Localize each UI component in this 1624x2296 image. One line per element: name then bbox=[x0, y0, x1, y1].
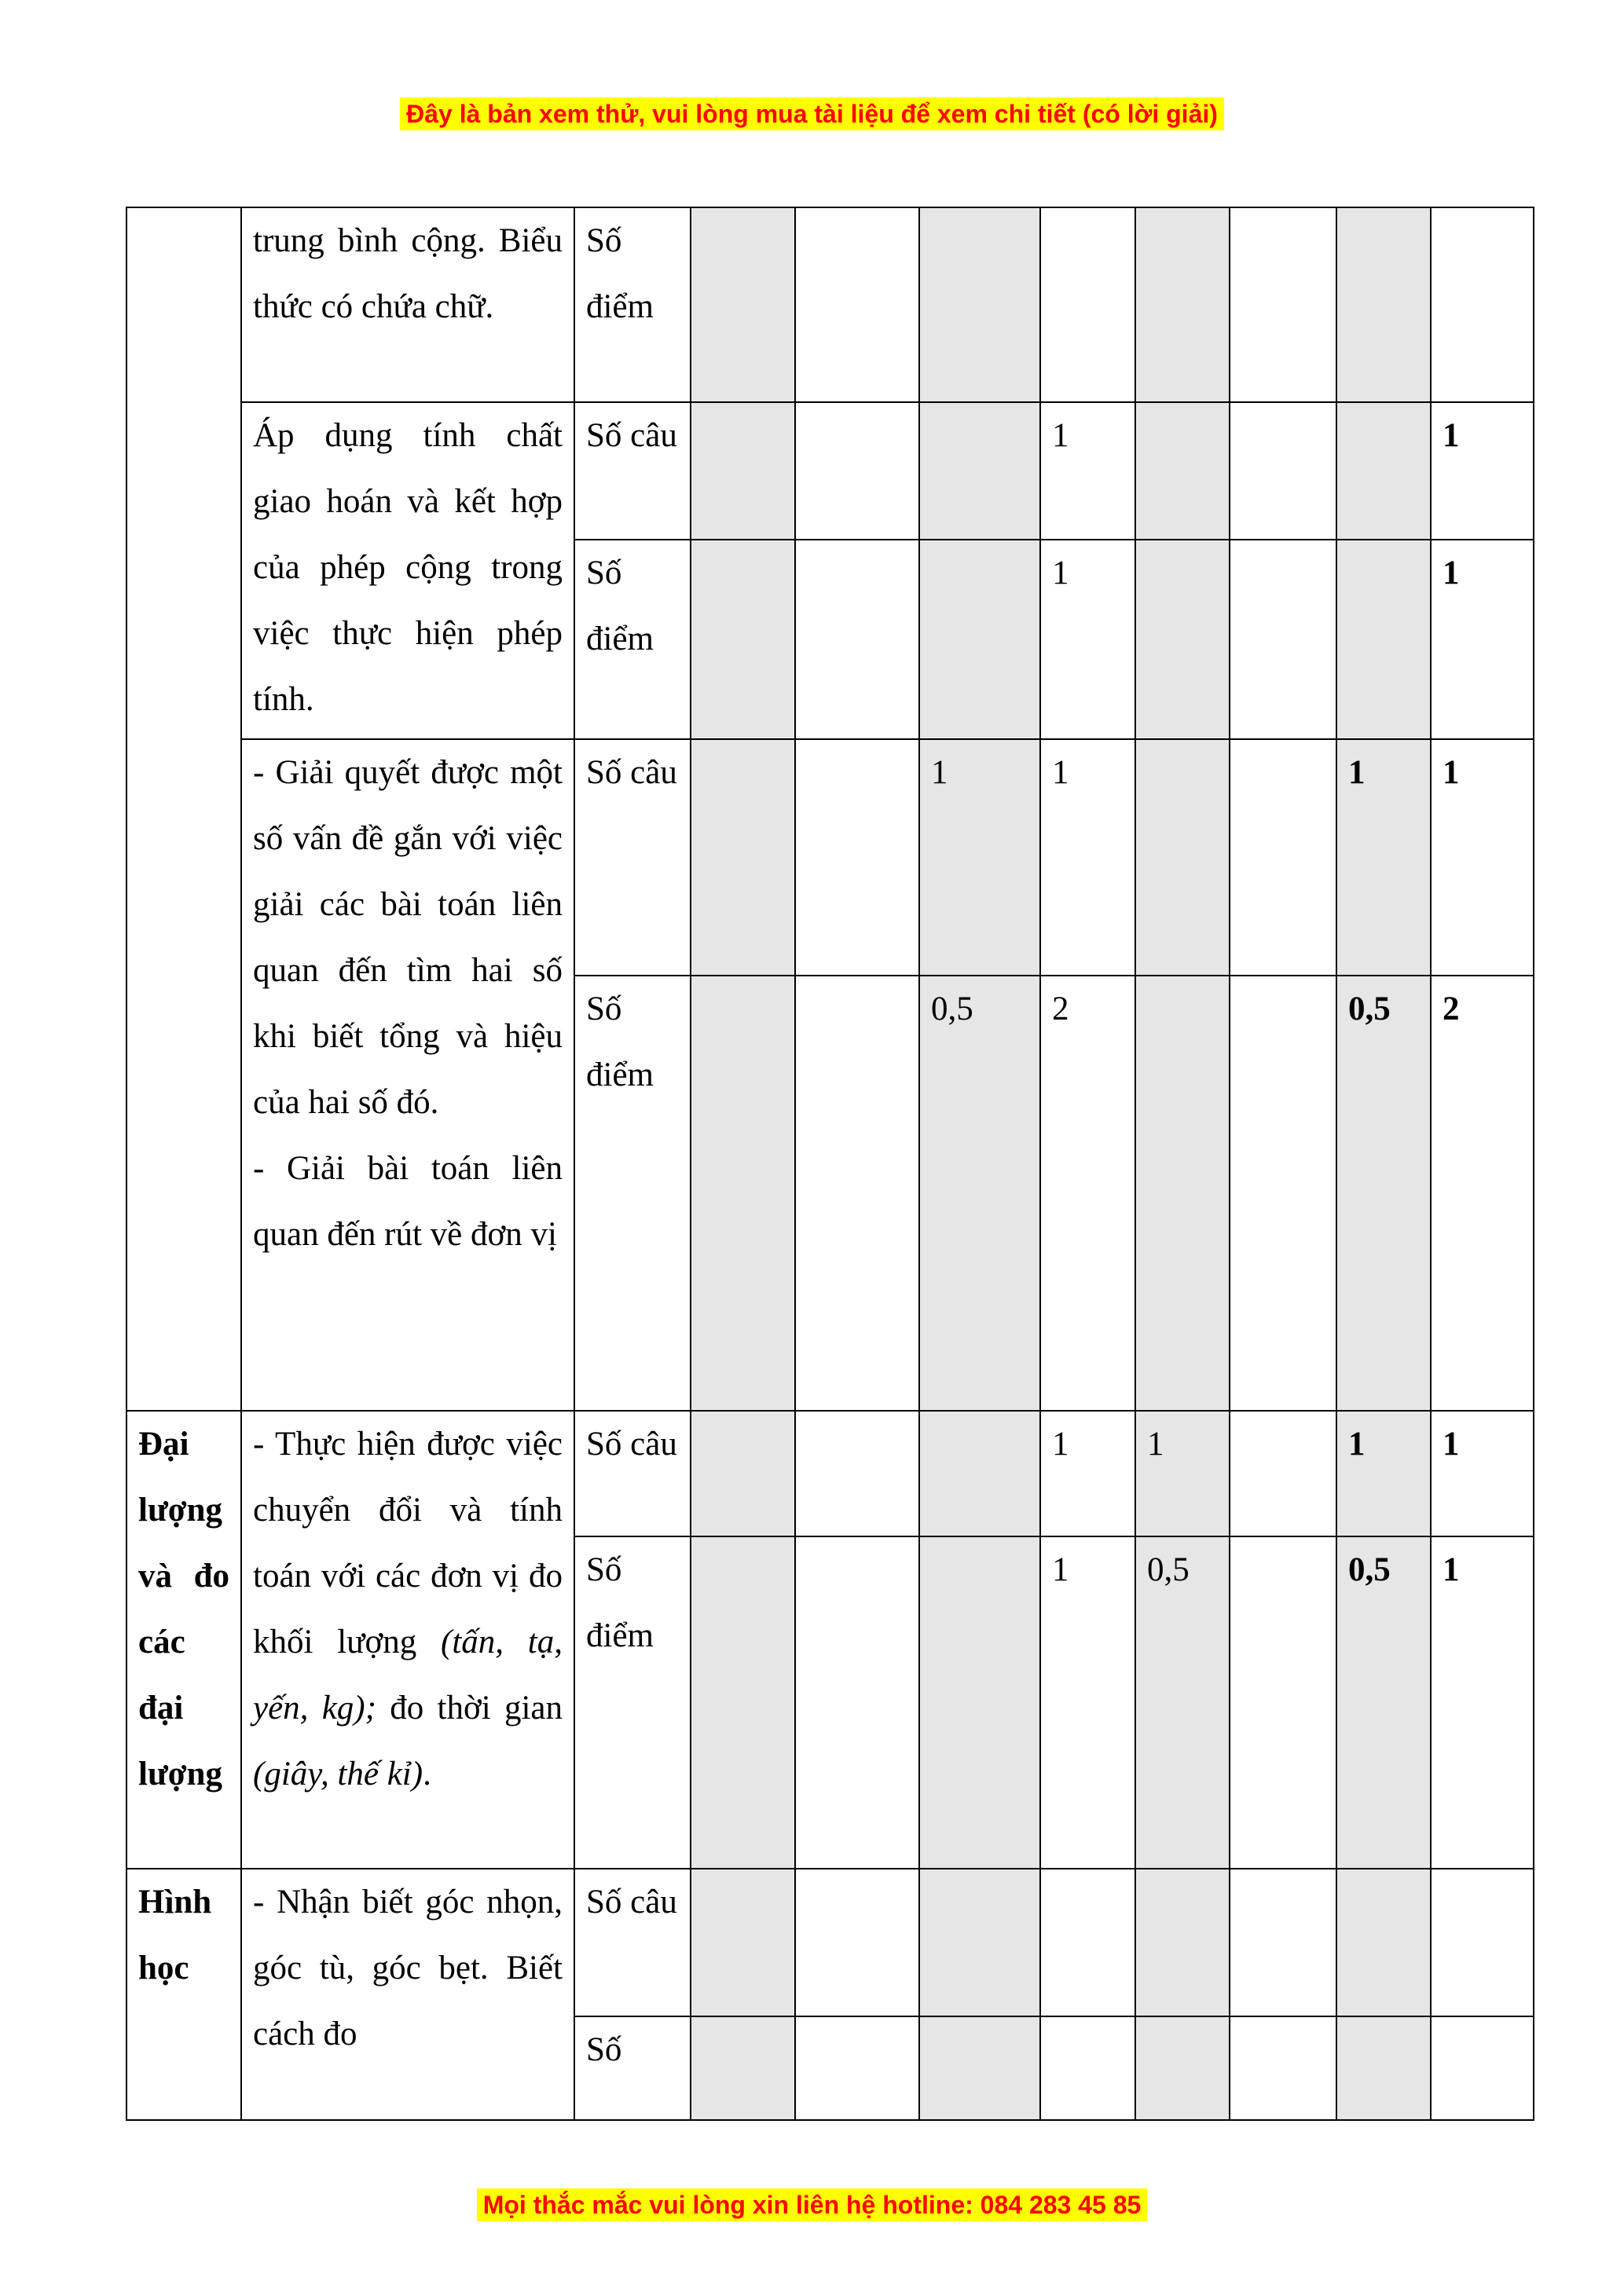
requirement-cell bbox=[241, 1869, 574, 2120]
score-cell bbox=[1336, 402, 1431, 540]
score-cell: 1 bbox=[1040, 739, 1135, 976]
score-cell bbox=[691, 2016, 795, 2120]
score-cell bbox=[1336, 1869, 1431, 2016]
requirement-text bbox=[253, 1412, 563, 1807]
score-cell: 0,5 bbox=[1135, 1536, 1230, 1869]
score-cell: 0,5 bbox=[919, 976, 1040, 1411]
exam-matrix-table bbox=[126, 207, 1534, 2121]
score-cell bbox=[1431, 1869, 1534, 2016]
score-cell bbox=[1230, 2016, 1336, 2120]
metric-label-cell: Số bbox=[574, 2016, 691, 2120]
score-cell: 2 bbox=[1040, 976, 1135, 1411]
hotline-banner bbox=[0, 2187, 1624, 2223]
table-row bbox=[126, 1869, 1534, 2016]
score-cell bbox=[1040, 2016, 1135, 2120]
score-cell bbox=[1135, 540, 1230, 739]
score-cell bbox=[1431, 2016, 1534, 2120]
score-cell bbox=[795, 402, 919, 540]
requirement-text: - Giải quyết được một số vấn đề gắn với việc giải các bài toán liên quan đến tìm hai số khi biết tổng và hiệu của hai số đó. bbox=[253, 754, 563, 1121]
score-cell bbox=[691, 976, 795, 1411]
preview-banner-top bbox=[0, 96, 1624, 132]
category-cell-empty bbox=[126, 207, 241, 1411]
score-cell bbox=[1040, 207, 1135, 402]
score-cell bbox=[1230, 1869, 1336, 2016]
score-cell: 1 bbox=[1431, 540, 1534, 739]
metric-label-cell: Số câu bbox=[574, 1869, 691, 2016]
score-cell: 2 bbox=[1431, 976, 1534, 1411]
score-cell bbox=[795, 207, 919, 402]
score-cell bbox=[795, 1411, 919, 1536]
score-cell: 1 bbox=[1336, 739, 1431, 976]
metric-label-cell: Số câu bbox=[574, 1411, 691, 1536]
score-cell bbox=[795, 540, 919, 739]
score-cell bbox=[691, 540, 795, 739]
score-cell bbox=[1431, 207, 1534, 402]
score-cell bbox=[1040, 1869, 1135, 2016]
score-cell bbox=[1230, 1536, 1336, 1869]
category-cell-dai-luong: Đại lượng và đo các đại lượng bbox=[126, 1411, 241, 1869]
score-cell bbox=[691, 402, 795, 540]
score-cell: 0,5 bbox=[1336, 1536, 1431, 1869]
score-cell: 1 bbox=[1431, 1411, 1534, 1536]
score-cell: 1 bbox=[919, 739, 1040, 976]
score-cell bbox=[1135, 739, 1230, 976]
score-cell bbox=[1135, 2016, 1230, 2120]
score-cell bbox=[1135, 976, 1230, 1411]
score-cell bbox=[691, 207, 795, 402]
score-cell bbox=[1230, 1411, 1336, 1536]
table-row bbox=[126, 207, 1534, 402]
score-cell bbox=[1135, 402, 1230, 540]
requirement-text: Áp dụng tính chất giao hoán và kết hợp của phép cộng trong việc thực hiện phép tính. bbox=[253, 417, 563, 718]
score-cell bbox=[919, 2016, 1040, 2120]
requirement-cell bbox=[241, 739, 574, 1411]
score-cell bbox=[795, 1536, 919, 1869]
score-cell bbox=[1230, 976, 1336, 1411]
category-cell-hinh-hoc: Hình học bbox=[126, 1869, 241, 2120]
metric-label-cell: Số điểm bbox=[574, 540, 691, 739]
score-cell bbox=[1230, 540, 1336, 739]
score-cell: 1 bbox=[1336, 1411, 1431, 1536]
score-cell bbox=[919, 207, 1040, 402]
score-cell bbox=[919, 402, 1040, 540]
metric-label-cell: Số điểm bbox=[574, 976, 691, 1411]
requirement-segment-italic: (tấn, tạ, yến, kg); bbox=[253, 1624, 563, 1727]
requirement-cell bbox=[241, 402, 574, 739]
score-cell bbox=[1336, 207, 1431, 402]
requirement-text: trung bình cộng. Biểu thức có chứa chữ. bbox=[253, 222, 563, 325]
score-cell bbox=[1336, 540, 1431, 739]
table-row bbox=[126, 739, 1534, 976]
score-cell bbox=[691, 1536, 795, 1869]
score-cell bbox=[1230, 739, 1336, 976]
score-cell: 1 bbox=[1040, 540, 1135, 739]
requirement-segment: đo thời gian bbox=[376, 1690, 563, 1727]
table-row bbox=[126, 1411, 1534, 1536]
score-cell: 1 bbox=[1431, 739, 1534, 976]
requirement-cell bbox=[241, 1411, 574, 1869]
requirement-segment: . bbox=[423, 1756, 431, 1792]
score-cell bbox=[1230, 207, 1336, 402]
metric-label-cell: Số điểm bbox=[574, 207, 691, 402]
requirement-text: - Nhận biết góc nhọn, góc tù, góc bẹt. Biết cách đo bbox=[253, 1884, 563, 2052]
table-row bbox=[126, 402, 1534, 540]
score-cell bbox=[1336, 2016, 1431, 2120]
metric-label-cell: Số câu bbox=[574, 739, 691, 976]
score-cell: 1 bbox=[1040, 402, 1135, 540]
score-cell: 1 bbox=[1431, 402, 1534, 540]
score-cell bbox=[691, 1869, 795, 2016]
score-cell: 1 bbox=[1040, 1411, 1135, 1536]
preview-banner-top-text: Đây là bản xem thử, vui lòng mua tài liệu để xem chi tiết (có lời giải) bbox=[400, 97, 1224, 130]
score-cell bbox=[795, 1869, 919, 2016]
requirement-text: - Giải bài toán liên quan đến rút về đơn vị bbox=[253, 1150, 563, 1253]
score-cell: 0,5 bbox=[1336, 976, 1431, 1411]
requirement-segment: - Thực hiện được việc chuyển đổi và tính toán với các đơn vị đo khối lượng bbox=[253, 1426, 563, 1661]
score-cell: 1 bbox=[1135, 1411, 1230, 1536]
metric-label-cell: Số điểm bbox=[574, 1536, 691, 1869]
score-cell bbox=[1230, 402, 1336, 540]
score-cell bbox=[919, 1869, 1040, 2016]
score-cell bbox=[795, 2016, 919, 2120]
score-cell bbox=[919, 1536, 1040, 1869]
score-cell bbox=[1135, 207, 1230, 402]
score-cell bbox=[795, 976, 919, 1411]
score-cell: 1 bbox=[1040, 1536, 1135, 1869]
score-cell bbox=[919, 1411, 1040, 1536]
requirement-cell bbox=[241, 207, 574, 402]
score-cell bbox=[691, 739, 795, 976]
score-cell bbox=[919, 540, 1040, 739]
metric-label-cell: Số câu bbox=[574, 402, 691, 540]
requirement-segment-italic: (giây, thế kỉ) bbox=[253, 1756, 423, 1792]
score-cell: 1 bbox=[1431, 1536, 1534, 1869]
score-cell bbox=[1135, 1869, 1230, 2016]
score-cell bbox=[691, 1411, 795, 1536]
score-cell bbox=[795, 739, 919, 976]
hotline-banner-text: Mọi thắc mắc vui lòng xin liên hệ hotline: 084 283 45 85 bbox=[477, 2188, 1148, 2221]
